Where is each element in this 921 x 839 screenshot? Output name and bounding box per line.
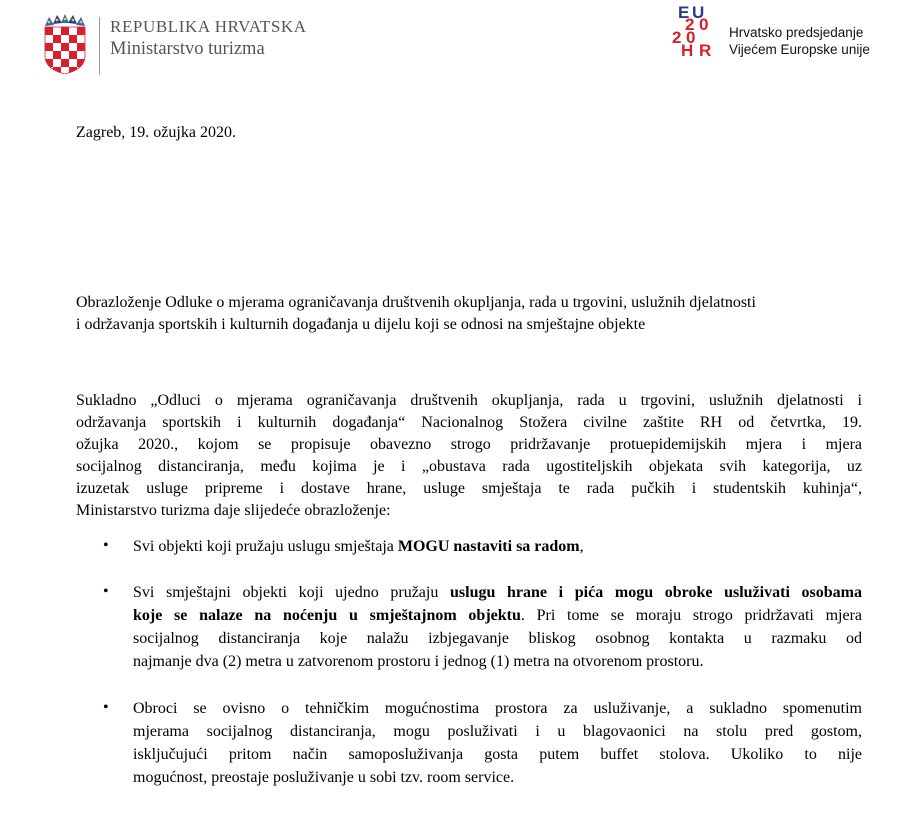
bullet-marker: • [103,537,109,554]
subject-line: i održavanja sportskih i kulturnih događanja u dijelu koji se odnosi na smještajne objekte [76,316,646,333]
bullet-line: Svi objekti koji pružaju uslugu smještaja MOGU nastaviti sa radom, [133,538,584,555]
bullet-line: najmanje dva (2) metra u zatvorenom prostoru i jednog (1) metra na otvorenom prostoru. [133,653,704,670]
republic-name: REPUBLIKA HRVATSKA [110,17,307,36]
croatian-coat-of-arms-icon [44,14,86,74]
bullet-item [133,535,862,558]
presidency-line-1: Hrvatsko predsjedanje [729,25,864,40]
body-line: Ministarstvo turizma daje slijedeće obrazloženje: [76,502,391,519]
bullet-line: mjerama socijalnog distanciranja, mogu posluživati i u blagovaonici na stolu pred gostom, [133,723,862,740]
bullet-line: koje se nalaze na noćenju u smještajnom objektu. Pri tome se moraju strogo pridržavati mjera [133,607,862,624]
bullet-line: Svi smještajni objekti koji ujedno pružaju uslugu hrane i pića mogu obroke usluživati osobama [133,584,863,601]
bullet-line: isključujući pritom način samoposluživanja gosta putem buffet stolova. Ukoliko to nije [133,746,862,763]
eu-presidency-header [669,2,909,62]
body-line: ožujka 2020., kojom se propisuje obavezno strogo pridržavanje protuepidemijskih mjera i mjera [76,436,862,453]
ministry-name: Ministarstvo turizma [110,39,265,59]
document-date: Zagreb, 19. ožujka 2020. [76,124,236,141]
body-paragraph [76,390,862,522]
document-subject [76,292,862,336]
presidency-text [729,24,870,58]
header-divider [99,17,100,75]
eu2020hr-logo-icon: E U 2 0 2 0 H R [672,3,712,60]
bullet-marker: • [103,699,109,716]
body-line: socijalnog distanciranja, među kojima je i „obustava rada ugostiteljskih objekata svih kategorija, uz [76,458,862,475]
ministry-title [110,16,370,60]
body-line: održavanja sportskih i kulturnih događanja“ Nacionalnog Stožera civilne zaštite RH od četvrtka, 19. [76,414,862,431]
body-line: izuzetak usluge pripreme i dostave hrane, usluge smještaja te rada pučkih i studentskih kuhinja“, [76,480,862,497]
body-line: Sukladno „Odluci o mjerama ograničavanja društvenih okupljanja, rada u trgovini, uslužnih djelatnosti i [76,392,862,409]
subject-line: Obrazloženje Odluke o mjerama ograničavanja društvenih okupljanja, rada u trgovini, uslužnih djelatnosti [76,294,756,311]
bullet-line: socijalnog distanciranja koje nalažu izbjegavanje bliskog osobnog kontakta u razmaku od [133,630,862,647]
bullet-marker: • [103,583,109,600]
bullet-item [133,697,862,789]
bullet-line: Obroci se ovisno o tehničkim mogućnostima prostora za usluživanje, a sukladno spomenutim [133,700,862,717]
presidency-line-2: Vijećem Europske unije [729,42,870,57]
bullet-line: mogućnost, preostaje posluživanje u sobi tzv. room service. [133,769,515,786]
bullet-item [133,581,862,673]
